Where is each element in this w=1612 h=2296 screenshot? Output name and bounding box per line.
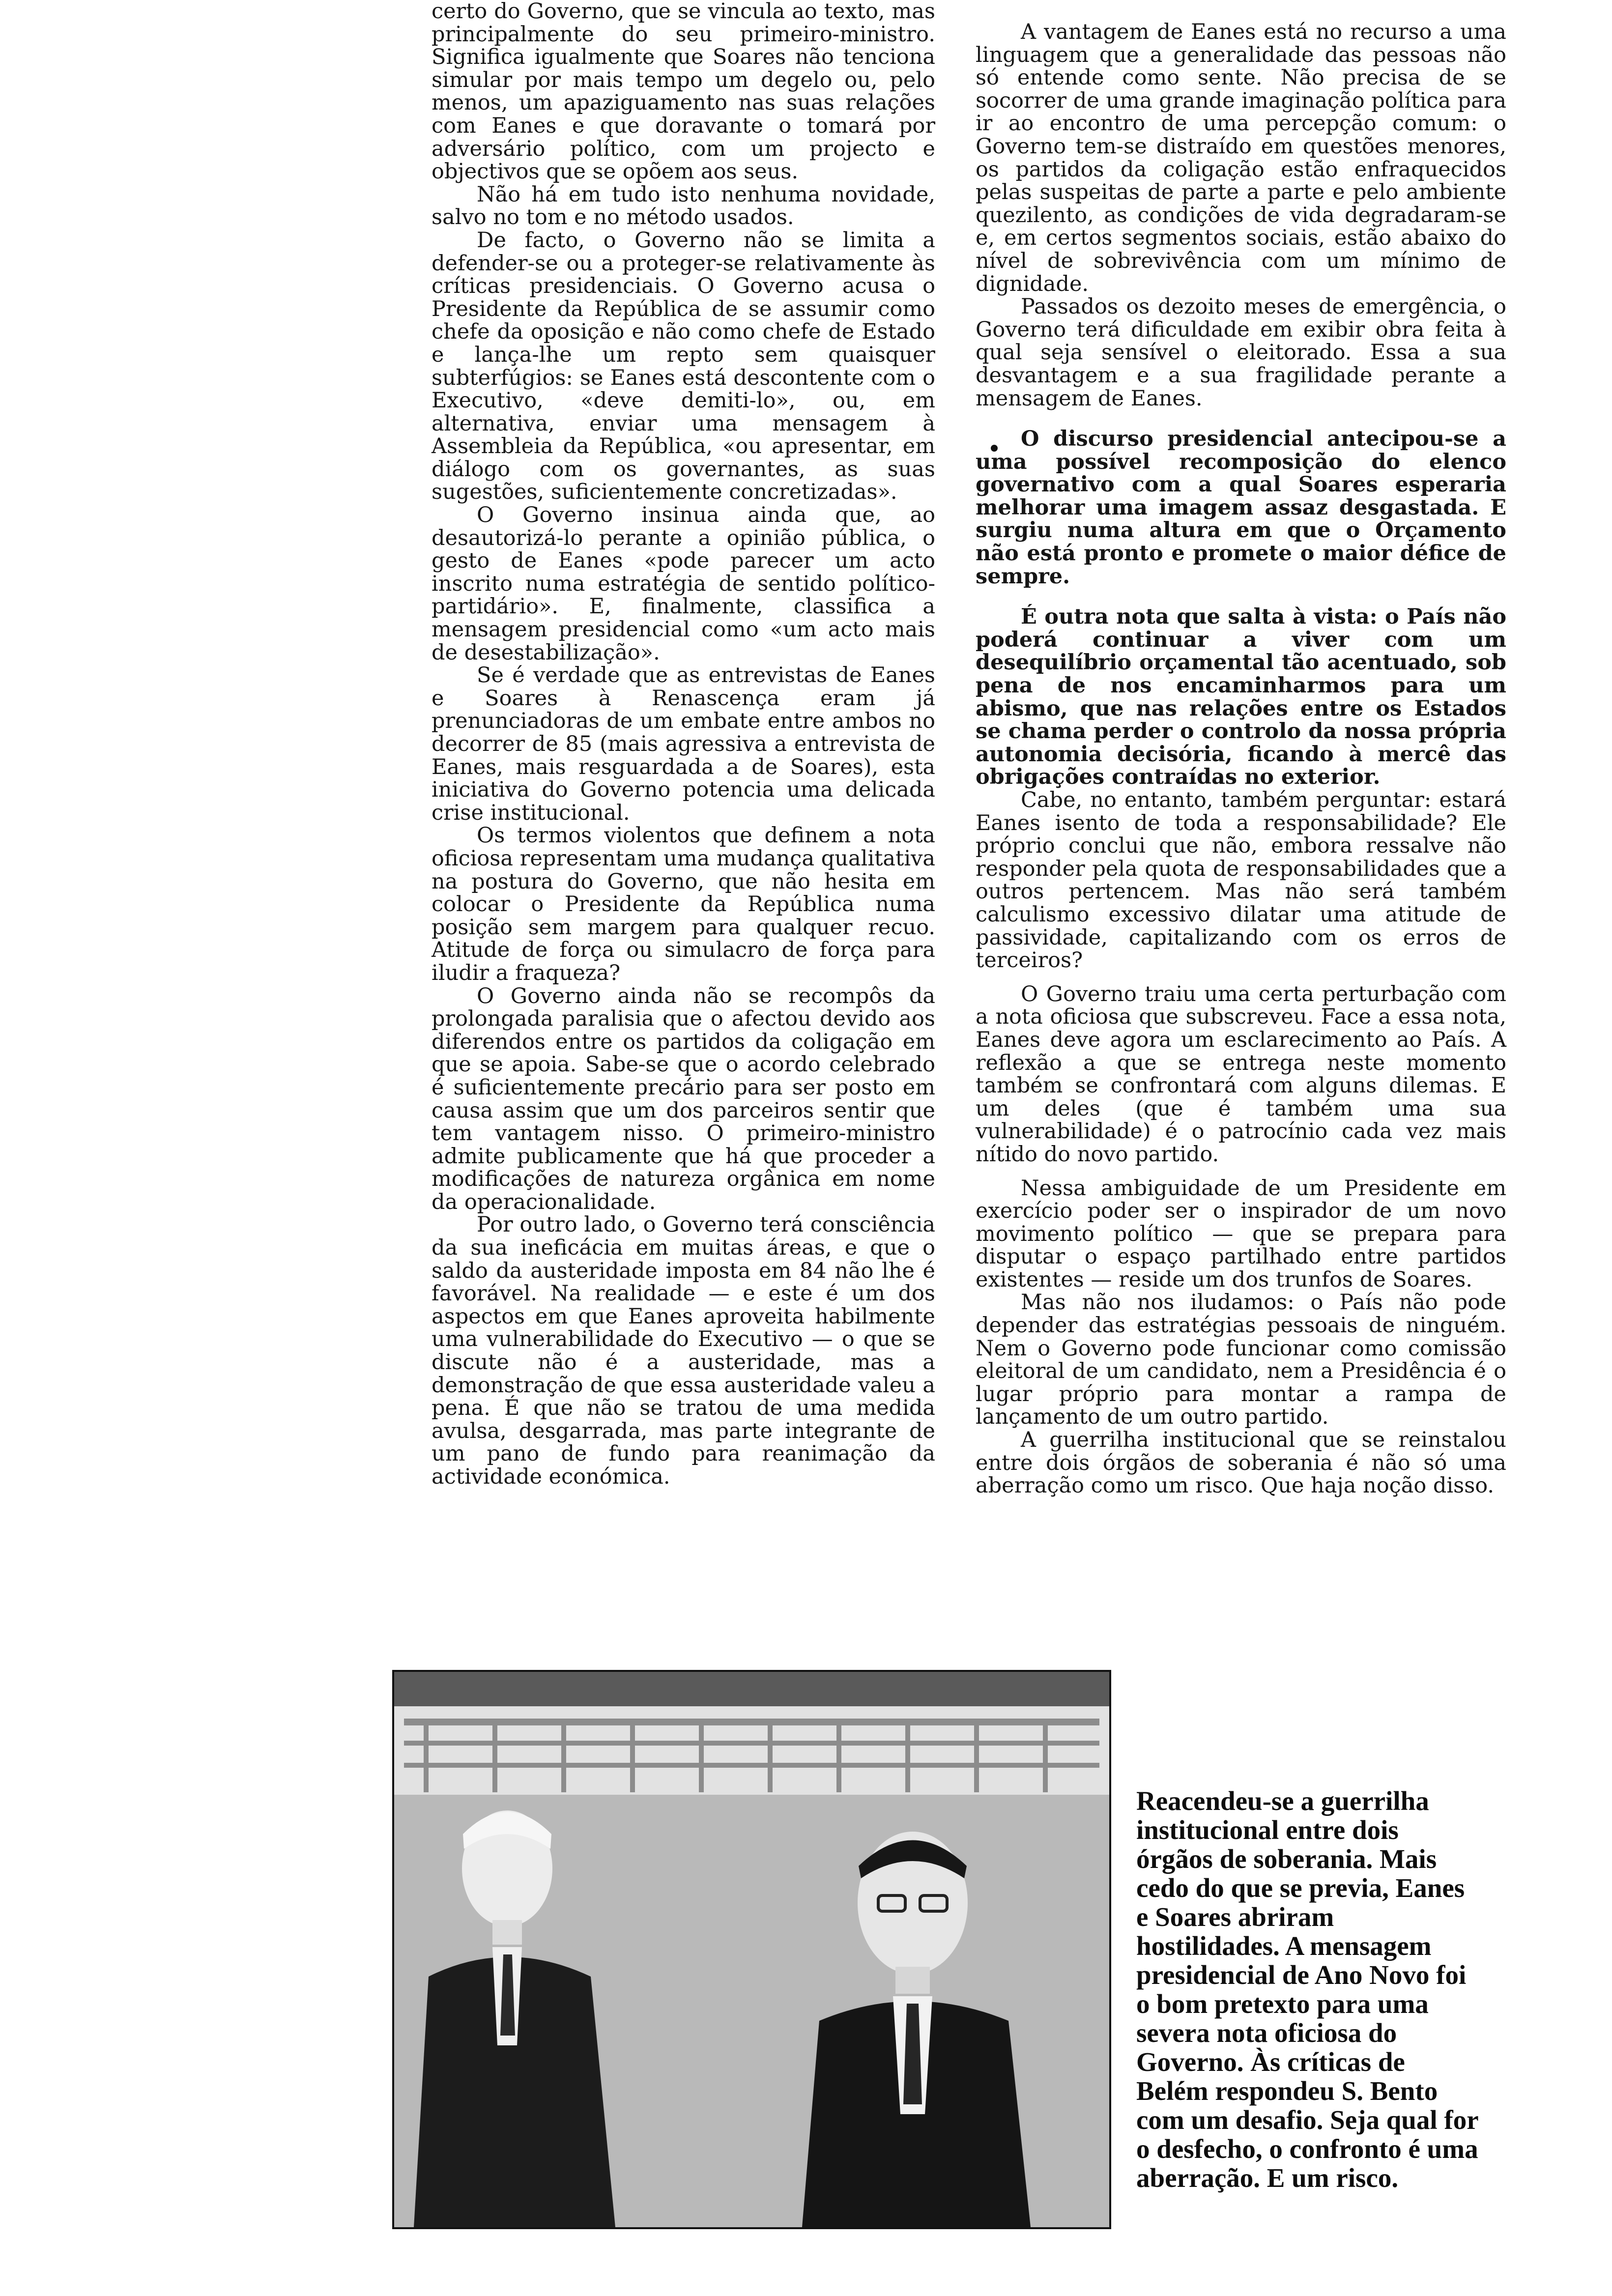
paragraph: A vantagem de Eanes está no recurso a uma linguagem que a generalidade das pessoas não só entende como sente. Não precisa de se socorrer de uma grande imaginação política para ir ao encontro de uma percepção comum: o Governo tem-se distraído em questões menores, os partidos da coligação estão enfraquecidos pelas suspeitas de parte a parte e pelo ambiente quezilento, as condições de vida degradaram-se e, em certos segmentos sociais, estão abaixo do nível de sobrevivência com um mínimo de dignidade. [976,20,1506,296]
paragraph: Os termos violentos que definem a nota oficiosa representam uma mudança qualitativa na postura do Governo, que não hesita em colocar o Presidente da República numa posição sem margem para qualquer recuo. Atitude de força ou simulacro de força para iludir a fraqueza? [432,823,935,985]
paragraph: De facto, o Governo não se limita a defender-se ou a proteger-se relativamente às críticas presidenciais. O Governo acusa o Presidente da República de se assumir como chefe da oposição e não como chefe de Estado e lança-lhe um repto sem quaisquer subterfúgios: se Eanes está descontente com o Executivo, «deve demiti-lo», ou, em alternativa, enviar uma mensagem à Assembleia da República, «ou apresentar, em diálogo com os governantes, as suas sugestões, suficientemente concretizadas». [432,228,935,505]
paragraph: Cabe, no entanto, também perguntar: estará Eanes isento de toda a responsabilidade? Ele próprio conclui que não, embora ressalve não responder pela quota de responsabilidades que a outros pertencem. Mas não será também calculismo excessivo dilatar uma atitude de passividade, capitalizando com os erros de terceiros? [976,788,1506,973]
paragraph: Mas não nos iludamos: o País não pode depender das estratégias pessoais de ninguém. Nem o Governo pode funcionar como comissão eleitoral de um candidato, nem a Presidência é o lugar próprio para montar a rampa de lançamento de um outro partido. [976,1290,1506,1430]
article-column-right [976,21,1506,1497]
paragraph: Não há em tudo isto nenhuma novidade, salvo no tom e no método usados. [432,182,935,230]
paragraph: O discurso presidencial antecipou-se a uma possível recomposição do elenco governativo com a qual Soares esperaria melhorar uma imagem assaz desgastada. E surgiu numa altura em que o Orçamento não está pronto e promete o maior défice de sempre. [976,427,1506,589]
paragraph: Se é verdade que as entrevistas de Eanes e Soares à Renascença eram já prenunciadoras de um embate entre ambos no decorrer de 85 (mais agressiva a entrevista de Eanes, mais resguardada a de Soares), esta iniciativa do Governo potencia uma delicada crise institucional. [432,663,935,825]
paragraph: O Governo ainda não se recompôs da prolongada paralisia que o afectou devido aos diferendos entre os partidos da coligação em que se apoia. Sabe-se que o acordo celebrado é suficientemente precário para ser posto em causa assim que um dos parceiros sentir que tem vantagem nisso. O primeiro-ministro admite publicamente que há que proceder a modificações de natureza orgânica em nome da operacionalidade. [432,983,935,1214]
photo-caption: Reacendeu-se a guerrilha institucional entre dois órgãos de soberania. Mais cedo do que se previa, Eanes e Soares abriram hostilidades. A mensagem presidencial de Ano Novo foi o bom pretexto para uma severa nota oficiosa do Governo. Às críticas de Belém respondeu S. Bento com um desafio. Seja qual for o desfecho, o confronto é uma aberração. E um risco. [1136,1786,1478,2193]
paragraph: Nessa ambiguidade de um Presidente em exercício poder ser o inspirador de um novo movimento político — que se prepara para disputar o espaço partilhado entre partidos existentes — reside um dos trunfos de Soares. [976,1176,1506,1292]
paragraph: certo do Governo, que se vincula ao texto, mas principalmente do seu primeiro-ministro. Significa igualmente que Soares não tenciona simular por mais tempo um degelo ou, pelo menos, um apaziguamento nas suas relações com Eanes e que doravante o tomará por adversário político, com um projecto e objectivos que se opõem aos seus. [432,0,935,184]
paragraph: O Governo insinua ainda que, ao desautorizá-lo perante a opinião pública, o gesto de Eanes «pode parecer um acto inscrito numa estratégia de sentido político-partidário». E, finalmente, classifica a mensagem presidencial como «um acto mais de desestabilização». [432,503,935,665]
paragraph: Por outro lado, o Governo terá consciência da sua ineficácia em muitas áreas, e que o saldo da austeridade imposta em 84 não lhe é favorável. Na realidade — e este é um dos aspectos em que Eanes aproveita habilmente uma vulnerabilidade do Executivo — o que se discute não é a austeridade, mas a demonstração de que essa austeridade valeu a pena. É que não se tratou de uma medida avulsa, desgarrada, mas parte integrante de um pano de fundo para reanimação da actividade económica. [432,1212,935,1489]
photo-illustration [394,1672,1109,2227]
paragraph: É outra nota que salta à vista: o País não poderá continuar a viver com um desequilíbrio orçamental tão acentuado, sob pena de nos encaminharmos para um abismo, que nas relações entre os Estados se chama perder o controlo da nossa própria autonomia decisória, ficando à mercê das obrigações contraídas no exterior. [976,604,1506,790]
news-photo [392,1670,1111,2229]
paragraph: A guerrilha institucional que se reinstalou entre dois órgãos de soberania é não só uma aberração como um risco. Que haja noção disso. [976,1428,1506,1498]
article-column-left [432,0,935,1489]
paragraph: Passados os dezoito meses de emergência, o Governo terá dificuldade em exibir obra feita à qual seja sensível o eleitorado. Essa a sua desvantagem e a sua fragilidade perante a mensagem de Eanes. [976,294,1506,411]
paragraph: O Governo traiu uma certa perturbação com a nota oficiosa que subscreveu. Face a essa nota, Eanes deve agora um esclarecimento ao País. A reflexão a que se entrega neste momento também se confrontará com alguns dilemas. E um deles (que é também uma sua vulnerabilidade) é o patrocínio cada vez mais nítido do novo partido. [976,981,1506,1167]
